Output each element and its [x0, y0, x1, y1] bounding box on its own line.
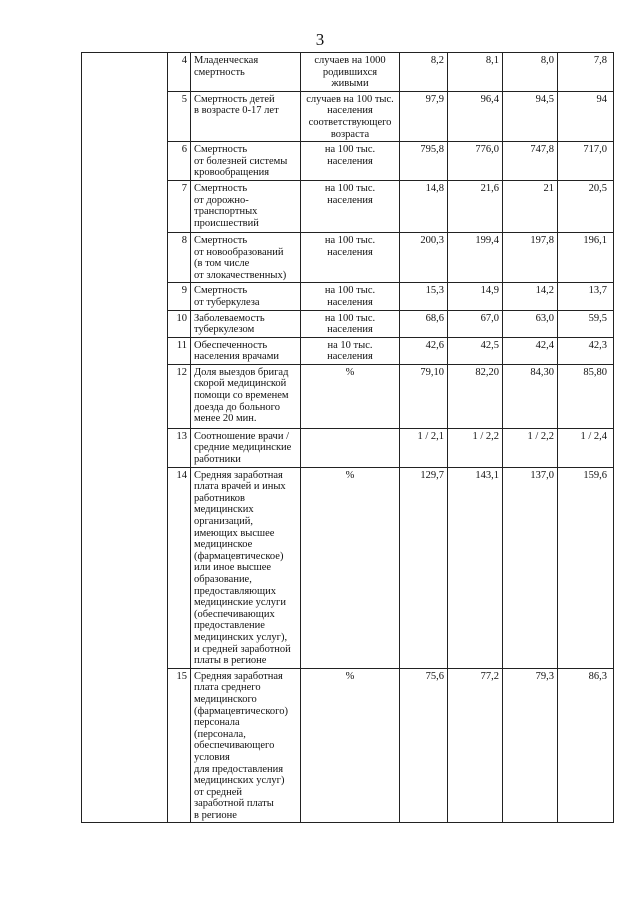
value-cell-1: 68,6	[400, 310, 448, 337]
row-number-cell: 10	[168, 310, 191, 337]
value-cell-4: 94	[558, 91, 614, 141]
value-cell-2: 42,5	[448, 337, 503, 364]
value-cell-4: 13,7	[558, 283, 614, 310]
value-cell-1: 15,3	[400, 283, 448, 310]
value-cell-2: 82,20	[448, 364, 503, 428]
indicator-name-cell: Смертность от новообразований (в том числе от злокачественных)	[191, 232, 301, 282]
value-cell-1: 42,6	[400, 337, 448, 364]
unit-cell: случаев на 100 тыс. населения соответствующего возраста	[301, 91, 400, 141]
row-number-cell: 15	[168, 668, 191, 823]
value-cell-2: 14,9	[448, 283, 503, 310]
unit-cell: %	[301, 467, 400, 668]
row-number-cell: 11	[168, 337, 191, 364]
page-number: 3	[315, 30, 325, 49]
unit-cell: на 100 тыс. населения	[301, 142, 400, 181]
indicator-name-cell: Смертность от дорожно- транспортных происшествий	[191, 180, 301, 232]
row-number-cell: 6	[168, 142, 191, 181]
value-cell-4: 159,6	[558, 467, 614, 668]
value-cell-2: 77,2	[448, 668, 503, 823]
value-cell-3: 14,2	[503, 283, 558, 310]
indicator-name-cell: Смертность от туберкулеза	[191, 283, 301, 310]
value-cell-1: 129,7	[400, 467, 448, 668]
unit-cell: на 100 тыс. населения	[301, 283, 400, 310]
value-cell-1: 79,10	[400, 364, 448, 428]
value-cell-3: 21	[503, 180, 558, 232]
value-cell-4: 1 / 2,4	[558, 428, 614, 467]
value-cell-4: 86,3	[558, 668, 614, 823]
value-cell-1: 795,8	[400, 142, 448, 181]
indicator-name-cell: Смертность детей в возрасте 0-17 лет	[191, 91, 301, 141]
row-number-cell: 13	[168, 428, 191, 467]
value-cell-2: 67,0	[448, 310, 503, 337]
value-cell-2: 776,0	[448, 142, 503, 181]
indicator-name-cell: Средняя заработная плата среднего медицинского (фармацевтического) персонала (персонала, обеспечивающего условия для предоставления медицинских услуг) от средней заработной платы в регионе	[191, 668, 301, 823]
value-cell-1: 1 / 2,1	[400, 428, 448, 467]
row-number-cell: 7	[168, 180, 191, 232]
row-number-cell: 5	[168, 91, 191, 141]
unit-cell: на 100 тыс. населения	[301, 180, 400, 232]
row-number-cell: 8	[168, 232, 191, 282]
value-cell-1: 97,9	[400, 91, 448, 141]
value-cell-2: 143,1	[448, 467, 503, 668]
unit-cell: на 100 тыс. населения	[301, 310, 400, 337]
value-cell-1: 200,3	[400, 232, 448, 282]
value-cell-2: 96,4	[448, 91, 503, 141]
value-cell-1: 14,8	[400, 180, 448, 232]
row-number-cell: 4	[168, 53, 191, 92]
value-cell-4: 85,80	[558, 364, 614, 428]
value-cell-4: 42,3	[558, 337, 614, 364]
row-number-cell: 9	[168, 283, 191, 310]
value-cell-1: 8,2	[400, 53, 448, 92]
unit-cell: на 100 тыс. населения	[301, 232, 400, 282]
unit-cell: %	[301, 668, 400, 823]
value-cell-2: 199,4	[448, 232, 503, 282]
unit-cell: случаев на 1000 родившихся живыми	[301, 53, 400, 92]
indicator-name-cell: Смертность от болезней системы кровообращения	[191, 142, 301, 181]
unit-cell: %	[301, 364, 400, 428]
value-cell-2: 1 / 2,2	[448, 428, 503, 467]
indicator-name-cell: Доля выездов бригад скорой медицинской помощи со временем доезда до больного менее 20 мин.	[191, 364, 301, 428]
value-cell-3: 42,4	[503, 337, 558, 364]
value-cell-3: 8,0	[503, 53, 558, 92]
value-cell-1: 75,6	[400, 668, 448, 823]
row-number-cell: 14	[168, 467, 191, 668]
indicator-name-cell: Соотношение врачи / средние медицинские работники	[191, 428, 301, 467]
indicator-name-cell: Младенческая смертность	[191, 53, 301, 92]
value-cell-3: 84,30	[503, 364, 558, 428]
indicators-table	[81, 52, 614, 823]
value-cell-3: 1 / 2,2	[503, 428, 558, 467]
value-cell-3: 197,8	[503, 232, 558, 282]
value-cell-3: 79,3	[503, 668, 558, 823]
blank-left-column	[82, 53, 168, 823]
value-cell-4: 717,0	[558, 142, 614, 181]
value-cell-3: 94,5	[503, 91, 558, 141]
indicator-name-cell: Заболеваемость туберкулезом	[191, 310, 301, 337]
unit-cell	[301, 428, 400, 467]
value-cell-3: 63,0	[503, 310, 558, 337]
value-cell-4: 196,1	[558, 232, 614, 282]
table-row	[82, 53, 614, 92]
value-cell-3: 747,8	[503, 142, 558, 181]
unit-cell: на 10 тыс. населения	[301, 337, 400, 364]
value-cell-4: 20,5	[558, 180, 614, 232]
value-cell-2: 21,6	[448, 180, 503, 232]
value-cell-4: 7,8	[558, 53, 614, 92]
indicator-name-cell: Средняя заработная плата врачей и иных работников медицинских организаций, имеющих высшее медицинское (фармацевтическое) или иное высшее образование, предоставляющих медицинские услуги (обеспечивающих предоставление медицинских услуг), и средней заработной платы в регионе	[191, 467, 301, 668]
value-cell-3: 137,0	[503, 467, 558, 668]
indicator-name-cell: Обеспеченность населения врачами	[191, 337, 301, 364]
row-number-cell: 12	[168, 364, 191, 428]
value-cell-4: 59,5	[558, 310, 614, 337]
value-cell-2: 8,1	[448, 53, 503, 92]
